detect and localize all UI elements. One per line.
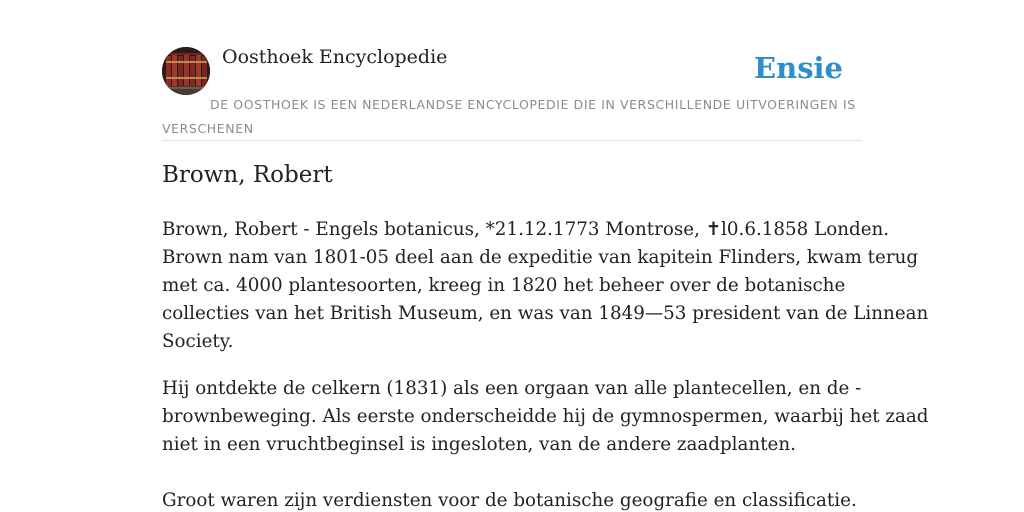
paragraph-line: Groot waren zijn verdiensten voor de botanische geografie en classificatie.: [162, 490, 857, 511]
paragraph-line: Brown, Robert - Engels botanicus, *21.12.1773 Montrose, ✝l0.6.1858 Londen.: [162, 219, 890, 240]
article-title: Brown, Robert: [162, 162, 333, 188]
paragraph-line: niet in een vruchtbeginsel is ingesloten, van de andere zaadplanten.: [162, 434, 796, 455]
bookshelf-icon: [162, 47, 210, 95]
article-paragraph: [162, 375, 928, 459]
paragraph-line: brownbeweging. Als eerste onderscheidde hij de gymnospermen, waarbij het zaad: [162, 406, 929, 427]
article-paragraph: [162, 487, 857, 512]
paragraph-line: Society.: [162, 331, 234, 352]
publication-header: [162, 46, 862, 141]
publication-avatar[interactable]: [162, 47, 210, 95]
paragraph-line: collecties van het British Museum, en was van 1849—53 president van de Linnean: [162, 303, 929, 324]
publication-tagline: DE OOSTHOEK IS EEN NEDERLANDSE ENCYCLOPEDIE DIE IN VERSCHILLENDE UITVOERINGEN IS VERSCHENEN: [162, 97, 856, 136]
article-paragraph: [162, 216, 928, 356]
paragraph-line: Hij ontdekte de celkern (1831) als een orgaan van alle plantecellen, en de -: [162, 378, 862, 399]
publication-name[interactable]: Oosthoek Encyclopedie: [222, 46, 448, 68]
ensie-logo-link[interactable]: Ensie: [754, 51, 843, 85]
paragraph-line: met ca. 4000 plantesoorten, kreeg in 1820 het beheer over de botanische: [162, 275, 846, 296]
paragraph-line: Brown nam van 1801-05 deel aan de expeditie van kapitein Flinders, kwam terug: [162, 247, 919, 268]
